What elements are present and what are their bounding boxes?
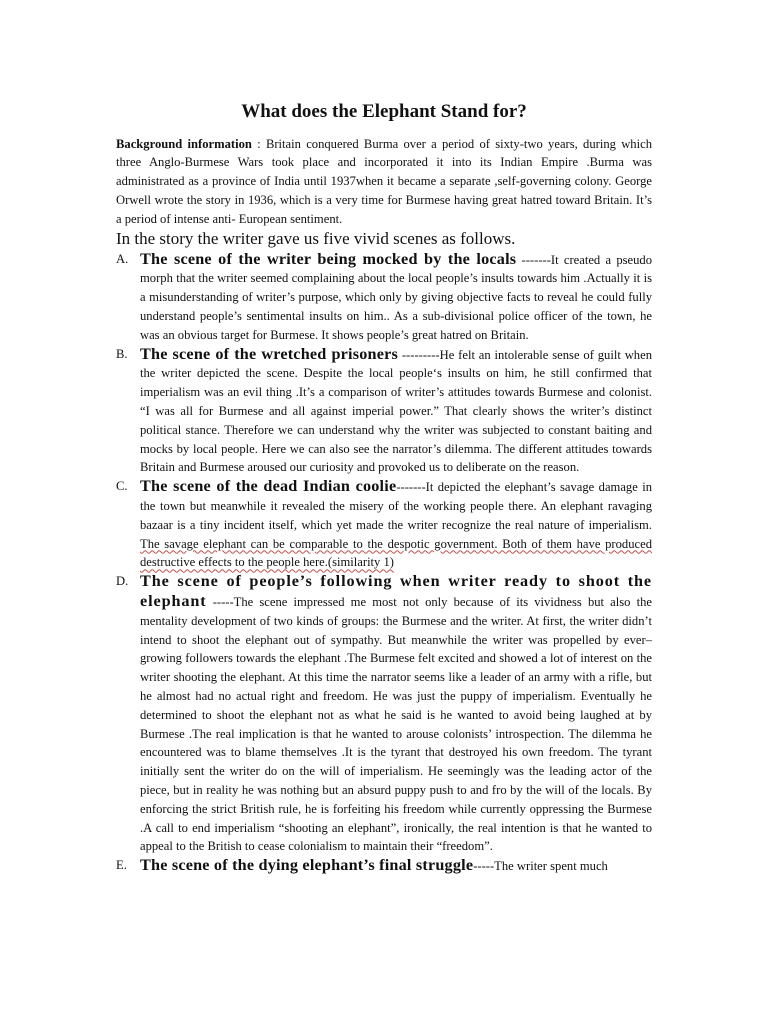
item-body: [140, 345, 652, 478]
item-text: -------It depicted the elephant’s savage damage in the town but meanwhile it revealed the misery of the working people there. An elephant ravaging bazaar is a tiny incident itself, which yet made the writer recognize the real nature of imperialism.: [140, 480, 652, 532]
intro-sentence: In the story the writer gave us five vivid scenes as follows.: [116, 228, 516, 248]
item-text: ---------He felt an intolerable sense of guilt when the writer depicted the scene. Despite the local people‘s insults on him, he still confirmed that imperialism was an evil thing .It’s a comparison of writer’s attitudes towards Burmese and colonist. “I was all for Burmese and all against imperial power.” That clearly shows the writer’s distinct political stance. Therefore we can understand why the writer was subjected to constant baiting and mocks by local people. Here we can also see the narrator’s dilemma. The different attitudes towards Britain and Burmese aroused our curiosity and provoked us to deliberate on the reason.: [140, 347, 652, 475]
item-marker: B.: [116, 346, 128, 361]
page-title: What does the Elephant Stand for?: [241, 101, 527, 122]
scene-item-b: [116, 345, 652, 478]
item-heading: The scene of the writer being mocked by the locals: [140, 249, 517, 268]
scene-item-e: [116, 856, 652, 876]
background-text: : Britain conquered Burma over a period of sixty-two years, during which three Anglo-Burmese Wars took place and incorporated it into its Indian Empire .Burma was administrated as a province of India until 1937when it became a separate ,self-governing colony. George Orwell wrote the story in 1936, which is a very time for Burmese having great hatred toward Britain. It’s a period of intense anti- European sentiment.: [116, 136, 652, 226]
grammar-underlined-text: The savage elephant can be comparable to the despotic government. Both of them have produced destructive effects to the people here.(similarity 1): [140, 536, 652, 570]
scene-item-c: [116, 477, 652, 572]
item-marker: E.: [116, 858, 127, 873]
item-heading: The scene of the dead Indian coolie: [140, 477, 397, 496]
item-marker: C.: [116, 479, 128, 494]
item-body: [140, 477, 652, 572]
item-text: -----The writer spent much: [473, 859, 608, 874]
background-lead: Background information: [116, 136, 252, 151]
item-marker: D.: [116, 574, 129, 589]
item-body: [140, 856, 652, 876]
item-heading: The scene of people’s following when writer ready to shoot the elephant: [140, 572, 652, 611]
item-heading: The scene of the dying elephant’s final struggle: [140, 856, 474, 875]
item-marker: A.: [116, 251, 129, 266]
item-body: [140, 572, 652, 856]
item-heading: The scene of the wretched prisoners: [140, 344, 398, 363]
item-text: -----The scene impressed me most not only because of its vividness but also the mentality development of two kinds of groups: the Burmese and the writer. At first, the writer didn’t intend to shoot the elephant out of sympathy. But meanwhile the writer was propelled by ever–growing followers towards the elephant .The Burmese felt excited and showed a lot of interest on the writer shooting the elephant. At this time the narrator seems like a leader of an army with a rifle, but he almost had no actual right and freedom. He was just the puppy of imperialism. Eventually he determined to shoot the elephant not as what he said is he wanted to avoid being laughed at by Burmese .The real implication is that he wanted to arouse colonists’ introspection. The dilemma he encountered was to blame themselves .It is the tyrant that destroyed his own freedom. The tyrant initially sent the writer do on the will of imperialism. He seemingly was the leading actor of the piece, but in reality he was nothing but an absurd puppy push to and fro by the will of the locals. By enforcing the strict British rule, he is forfeiting his freedom while currently oppressing the Burmese .A call to end imperialism “shooting an elephant”, ironically, the real intention is that he wanted to appeal to the British to cease colonialism to maintain their “freedom”.: [140, 595, 652, 854]
scene-item-a: [116, 250, 652, 345]
scene-item-d: [116, 572, 652, 856]
background-paragraph: [116, 135, 652, 229]
item-body: [140, 250, 652, 345]
item-text: -------It created a pseudo morph that the writer seemed complaining about the local people’s insults towards him .Actually it is a misunderstanding of writer’s purpose, which only by giving objective facts to reveal he could fully understand people’s sentimental insults on him.. As a sub-divisional police officer of the town, he was an obvious target for Burmese. It shows people’s great hatred on Britain.: [140, 252, 652, 342]
